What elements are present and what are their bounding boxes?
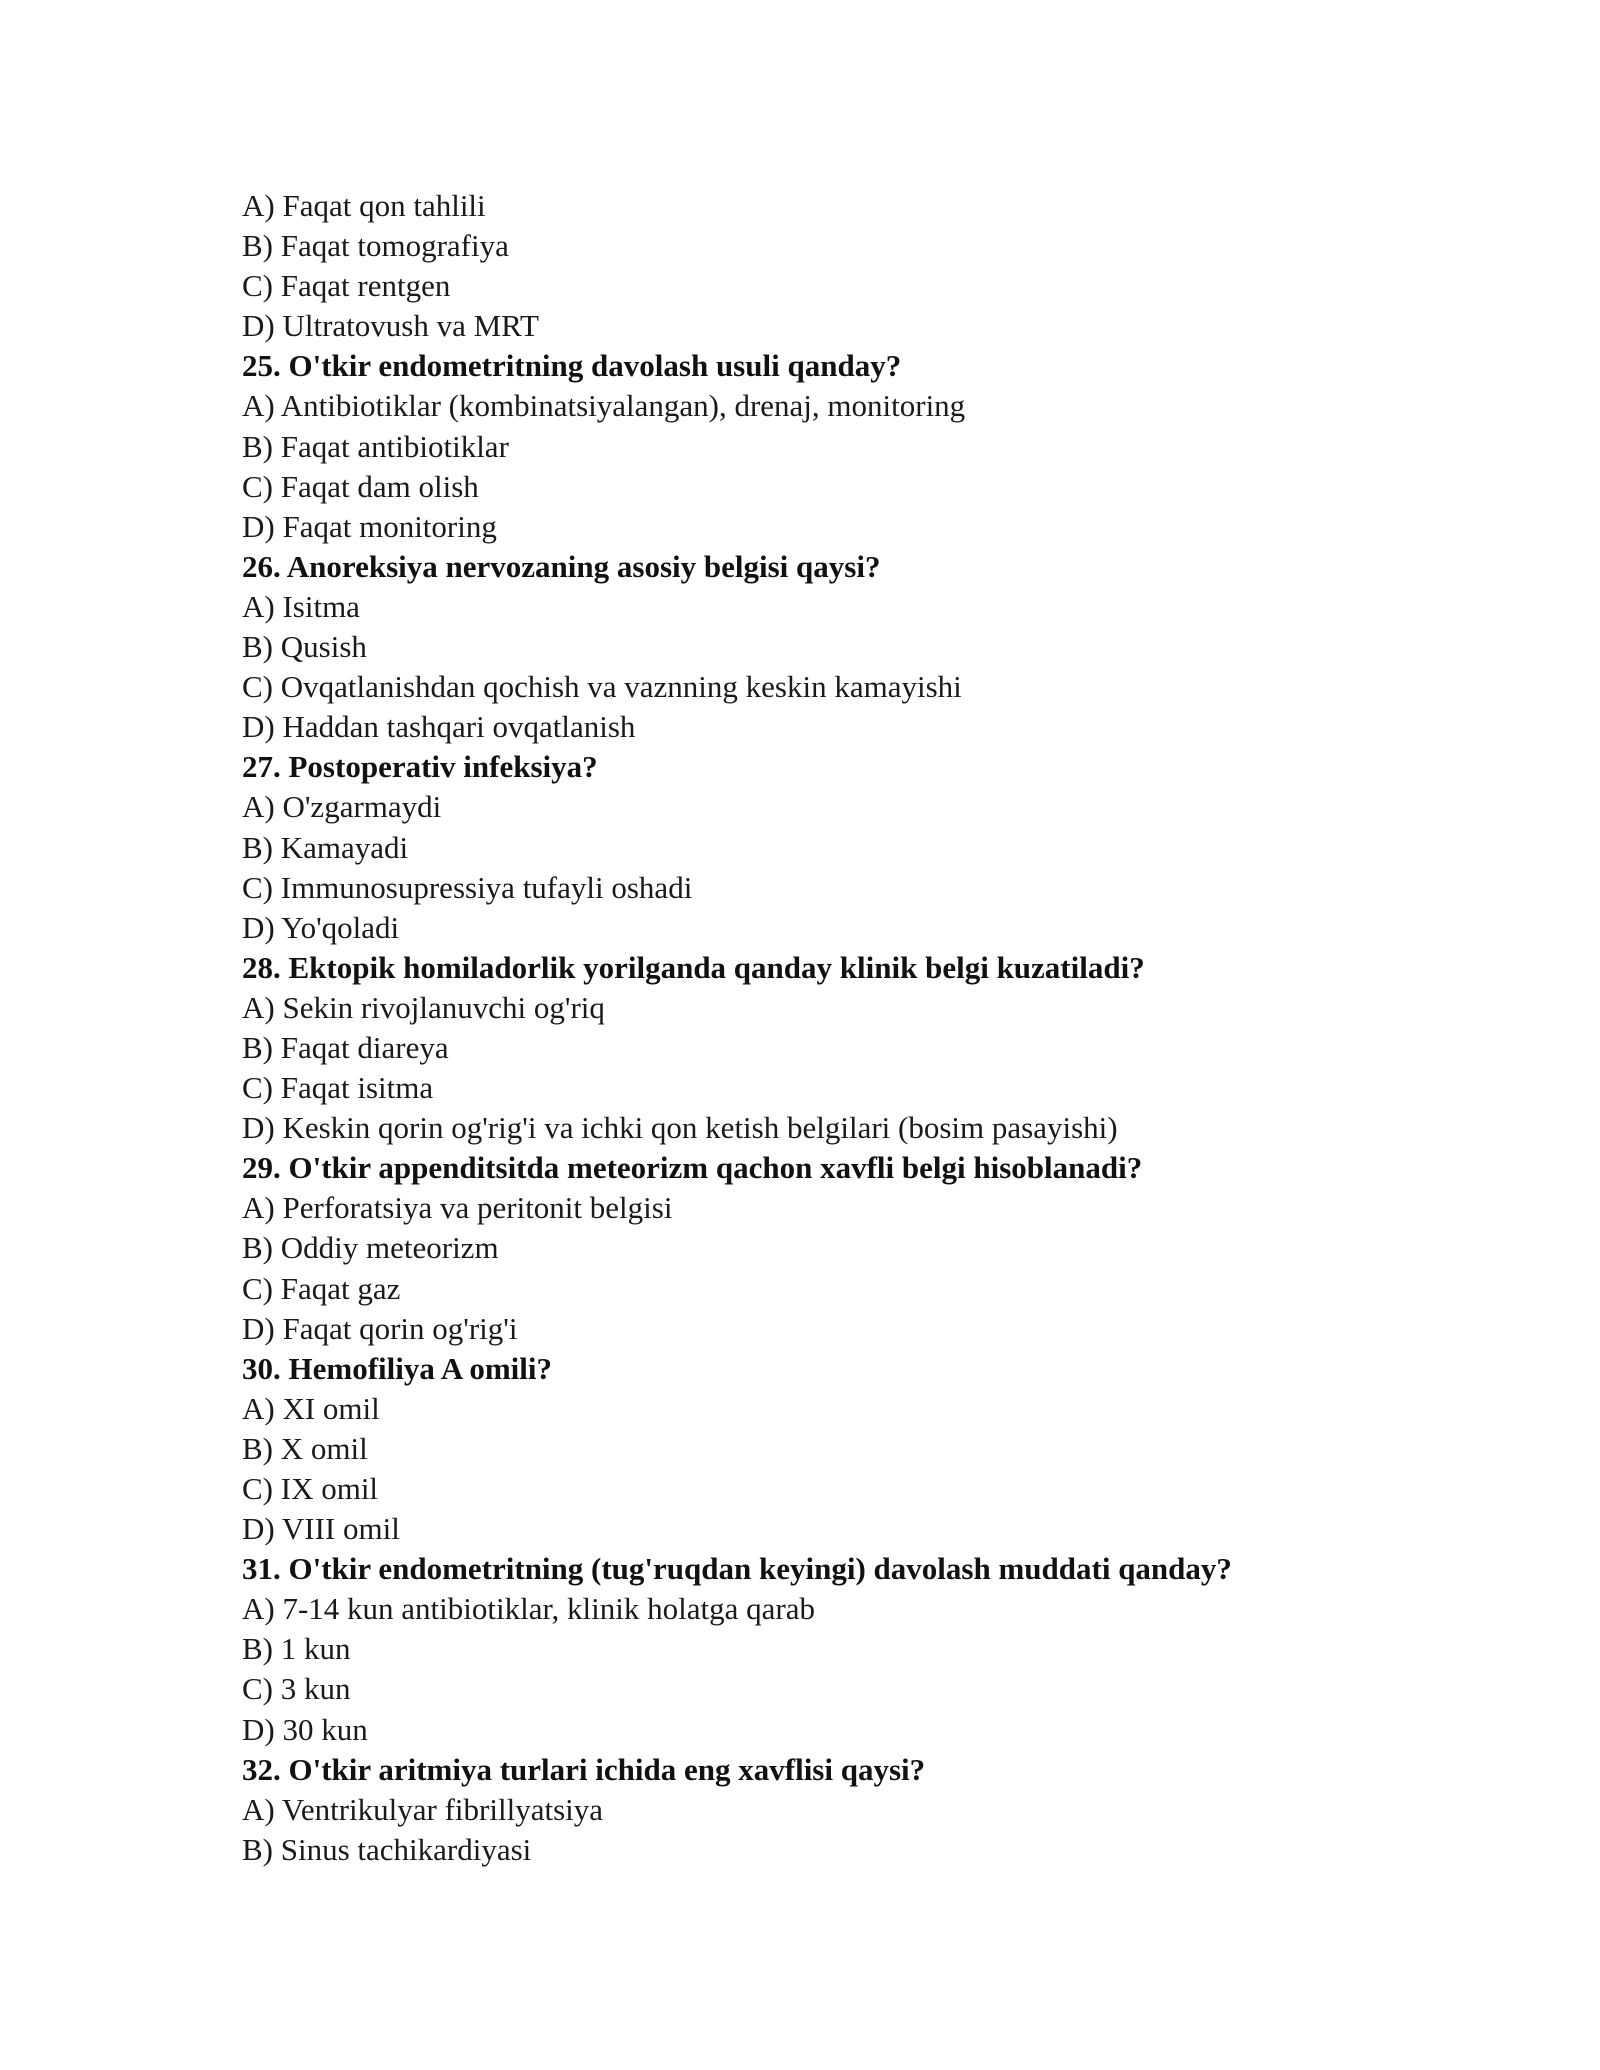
answer-option: B) X omil	[242, 1430, 368, 1466]
answer-option: A) O'zgarmaydi	[242, 789, 442, 825]
answer-option: A) Ventrikulyar fibrillyatsiya	[242, 1791, 604, 1827]
answer-option: D) Haddan tashqari ovqatlanish	[242, 709, 636, 745]
answer-option: A) Perforatsiya va peritonit belgisi	[242, 1190, 673, 1226]
question-heading: 32. O'tkir aritmiya turlari ichida eng xavflisi qaysi?	[242, 1751, 926, 1787]
answer-option: D) Faqat monitoring	[242, 508, 497, 544]
question-heading: 26. Anoreksiya nervozaning asosiy belgisi qaysi?	[242, 548, 881, 584]
answer-option: D) Keskin qorin og'rig'i va ichki qon ketish belgilari (bosim pasayishi)	[242, 1110, 1118, 1146]
question-heading: 30. Hemofiliya A omili?	[242, 1350, 552, 1386]
answer-option: C) Faqat isitma	[242, 1070, 434, 1106]
answer-option: A) Antibiotiklar (kombinatsiyalangan), drenaj, monitoring	[242, 388, 966, 424]
answer-option: A) Isitma	[242, 588, 360, 624]
answer-option: B) Faqat tomografiya	[242, 228, 509, 264]
answer-option: B) 1 kun	[242, 1631, 351, 1667]
answer-option: C) Immunosupressiya tufayli oshadi	[242, 869, 693, 905]
question-heading: 29. O'tkir appenditsitda meteorizm qachon xavfli belgi hisoblanadi?	[242, 1150, 1143, 1186]
answer-option: D) Ultratovush va MRT	[242, 308, 539, 344]
answer-option: B) Sinus tachikardiyasi	[242, 1831, 532, 1867]
answer-option: B) Kamayadi	[242, 829, 409, 865]
question-heading: 27. Postoperativ infeksiya?	[242, 749, 598, 785]
answer-option: A) Sekin rivojlanuvchi og'riq	[242, 989, 605, 1025]
quiz-text-body	[242, 186, 1442, 1870]
answer-option: A) 7-14 kun antibiotiklar, klinik holatga qarab	[242, 1591, 815, 1627]
answer-option: B) Faqat antibiotiklar	[242, 428, 509, 464]
answer-option: C) Faqat gaz	[242, 1270, 401, 1306]
question-heading: 25. O'tkir endometritning davolash usuli qanday?	[242, 348, 902, 384]
answer-option: B) Oddiy meteorizm	[242, 1230, 499, 1266]
answer-option: A) XI omil	[242, 1390, 380, 1426]
answer-option: D) Yo'qoladi	[242, 909, 400, 945]
answer-option: C) Faqat rentgen	[242, 268, 451, 304]
answer-option: D) 30 kun	[242, 1711, 368, 1747]
answer-option: C) Faqat dam olish	[242, 468, 479, 504]
question-heading: 28. Ektopik homiladorlik yorilganda qanday klinik belgi kuzatiladi?	[242, 949, 1145, 985]
answer-option: D) Faqat qorin og'rig'i	[242, 1310, 518, 1346]
answer-option: B) Qusish	[242, 629, 367, 665]
answer-option: D) VIII omil	[242, 1511, 400, 1547]
answer-option: C) Ovqatlanishdan qochish va vaznning keskin kamayishi	[242, 669, 962, 705]
answer-option: C) 3 kun	[242, 1671, 351, 1707]
answer-option: A) Faqat qon tahlili	[242, 188, 486, 223]
answer-option: B) Faqat diareya	[242, 1029, 449, 1065]
answer-option: C) IX omil	[242, 1471, 379, 1506]
question-heading: 31. O'tkir endometritning (tug'ruqdan keyingi) davolash muddati qanday?	[242, 1551, 1232, 1587]
